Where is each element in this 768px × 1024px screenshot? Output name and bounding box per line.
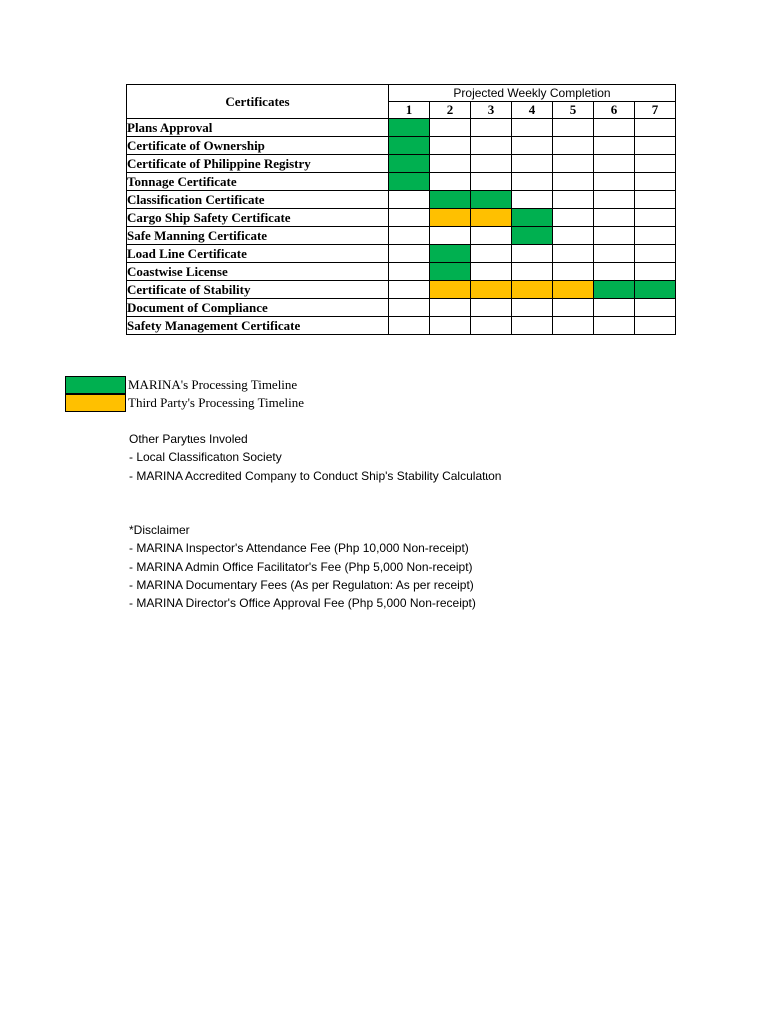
certificate-name: Safety Management Certificate: [127, 317, 389, 335]
week-header-2: 2: [430, 102, 471, 119]
table-row: [127, 137, 676, 155]
marina-timeline-cell: [594, 281, 635, 299]
third-party-timeline-cell: [471, 281, 512, 299]
marina-timeline-cell: [512, 227, 553, 245]
third-party-timeline-cell: [471, 209, 512, 227]
marina-timeline-cell: [389, 137, 430, 155]
marina-timeline-cell: [430, 245, 471, 263]
week-cell: [594, 155, 635, 173]
week-header-6: 6: [594, 102, 635, 119]
third-party-legend-label: Third Party's Processing Timeline: [128, 395, 305, 410]
week-cell: [635, 209, 676, 227]
disclaimer-section: [129, 521, 476, 612]
disclaimer-title: *Disclaimer: [129, 523, 190, 537]
table-row: [127, 227, 676, 245]
week-cell: [553, 227, 594, 245]
table-row: [127, 245, 676, 263]
week-cell: [635, 245, 676, 263]
table-row: [127, 209, 676, 227]
week-cell: [512, 173, 553, 191]
table-row: [127, 263, 676, 281]
week-cell: [635, 299, 676, 317]
marina-legend-label: MARINA's Processing Timeline: [128, 377, 298, 392]
week-header-3: 3: [471, 102, 512, 119]
week-cell: [594, 227, 635, 245]
certificate-name: Coastwise License: [127, 263, 389, 281]
week-header-1: 1: [389, 102, 430, 119]
week-cell: [594, 119, 635, 137]
week-cell: [594, 191, 635, 209]
week-cell: [635, 191, 676, 209]
week-cell: [471, 155, 512, 173]
week-cell: [471, 245, 512, 263]
week-cell: [389, 281, 430, 299]
marina-timeline-cell: [389, 119, 430, 137]
certificate-name: Safe Manning Certificate: [127, 227, 389, 245]
disclaimer-item: - MARINA Admin Office Facilitator's Fee (Php 5,000 Non-receipt): [129, 559, 473, 574]
week-cell: [512, 137, 553, 155]
certificate-name: Plans Approval: [127, 119, 389, 137]
week-cell: [430, 173, 471, 191]
week-cell: [635, 137, 676, 155]
week-cell: [430, 299, 471, 317]
certificate-name: Certificate of Stability: [127, 281, 389, 299]
disclaimer-item: - MARINA Director's Office Approval Fee (Php 5,000 Non-receipt): [129, 596, 476, 611]
marina-timeline-cell: [389, 155, 430, 173]
week-cell: [553, 173, 594, 191]
other-parties-item: - Local Classificatɩon Society: [129, 450, 282, 465]
table-row: [127, 299, 676, 317]
table-row: [127, 155, 676, 173]
week-cell: [594, 245, 635, 263]
table-row: [127, 317, 676, 335]
week-cell: [635, 119, 676, 137]
week-cell: [430, 317, 471, 335]
week-cell: [635, 227, 676, 245]
week-cell: [389, 245, 430, 263]
week-cell: [594, 317, 635, 335]
week-cell: [389, 191, 430, 209]
week-cell: [635, 173, 676, 191]
week-cell: [553, 191, 594, 209]
week-cell: [512, 191, 553, 209]
week-cell: [512, 119, 553, 137]
week-cell: [635, 317, 676, 335]
marina-timeline-cell: [389, 173, 430, 191]
marina-timeline-cell: [430, 263, 471, 281]
third-party-timeline-cell: [553, 281, 594, 299]
third-party-timeline-cell: [430, 209, 471, 227]
certificate-timeline-table: [126, 84, 676, 335]
week-cell: [430, 137, 471, 155]
week-cell: [512, 263, 553, 281]
week-cell: [512, 317, 553, 335]
week-cell: [594, 263, 635, 281]
week-cell: [553, 137, 594, 155]
week-cell: [471, 299, 512, 317]
certificate-name: Classification Certificate: [127, 191, 389, 209]
other-parties-item: - MARINA Accredited Company to Conduct Ship's Stability Calculatɩon: [129, 468, 502, 483]
table-row: [127, 281, 676, 299]
disclaimer-item: - MARINA Documentary Fees (As per Regulatɩon: As per receipt): [129, 577, 474, 592]
marina-timeline-cell: [471, 191, 512, 209]
marina-timeline-cell: [512, 209, 553, 227]
other-parties-section: [129, 430, 501, 485]
week-cell: [553, 317, 594, 335]
week-cell: [635, 155, 676, 173]
certificate-name: Cargo Ship Safety Certificate: [127, 209, 389, 227]
certificate-name: Document of Compliance: [127, 299, 389, 317]
week-cell: [553, 245, 594, 263]
week-cell: [512, 155, 553, 173]
marina-legend-swatch: [65, 376, 126, 394]
week-cell: [389, 299, 430, 317]
week-cell: [594, 173, 635, 191]
third-party-timeline-cell: [430, 281, 471, 299]
week-cell: [430, 227, 471, 245]
week-cell: [471, 137, 512, 155]
week-cell: [553, 155, 594, 173]
certificates-header: Certificates: [127, 85, 389, 119]
certificate-name: Load Line Certificate: [127, 245, 389, 263]
week-cell: [553, 263, 594, 281]
week-header-4: 4: [512, 102, 553, 119]
week-cell: [389, 317, 430, 335]
week-cell: [471, 173, 512, 191]
projected-weekly-completion-header: Projected Weekly Completion: [389, 85, 676, 102]
week-cell: [430, 155, 471, 173]
week-cell: [512, 245, 553, 263]
week-cell: [594, 209, 635, 227]
certificate-name: Tonnage Certificate: [127, 173, 389, 191]
certificate-name: Certificate of Philippine Registry: [127, 155, 389, 173]
table-row: [127, 173, 676, 191]
week-cell: [471, 119, 512, 137]
week-cell: [553, 209, 594, 227]
week-cell: [389, 209, 430, 227]
week-cell: [471, 227, 512, 245]
marina-timeline-cell: [635, 281, 676, 299]
week-cell: [553, 119, 594, 137]
week-cell: [389, 263, 430, 281]
marina-timeline-cell: [430, 191, 471, 209]
week-cell: [635, 263, 676, 281]
week-cell: [512, 299, 553, 317]
week-cell: [430, 119, 471, 137]
third-party-legend-swatch: [65, 394, 126, 412]
certificate-name: Certificate of Ownership: [127, 137, 389, 155]
disclaimer-item: - MARINA Inspector's Attendance Fee (Php 10,000 Non-receipt): [129, 541, 469, 556]
week-header-7: 7: [635, 102, 676, 119]
week-cell: [389, 227, 430, 245]
week-cell: [594, 299, 635, 317]
week-cell: [471, 317, 512, 335]
table-row: [127, 119, 676, 137]
week-header-5: 5: [553, 102, 594, 119]
table-row: [127, 191, 676, 209]
week-cell: [471, 263, 512, 281]
week-cell: [594, 137, 635, 155]
third-party-timeline-cell: [512, 281, 553, 299]
week-cell: [553, 299, 594, 317]
other-parties-title: Other Parytɩes Involed: [129, 432, 248, 446]
